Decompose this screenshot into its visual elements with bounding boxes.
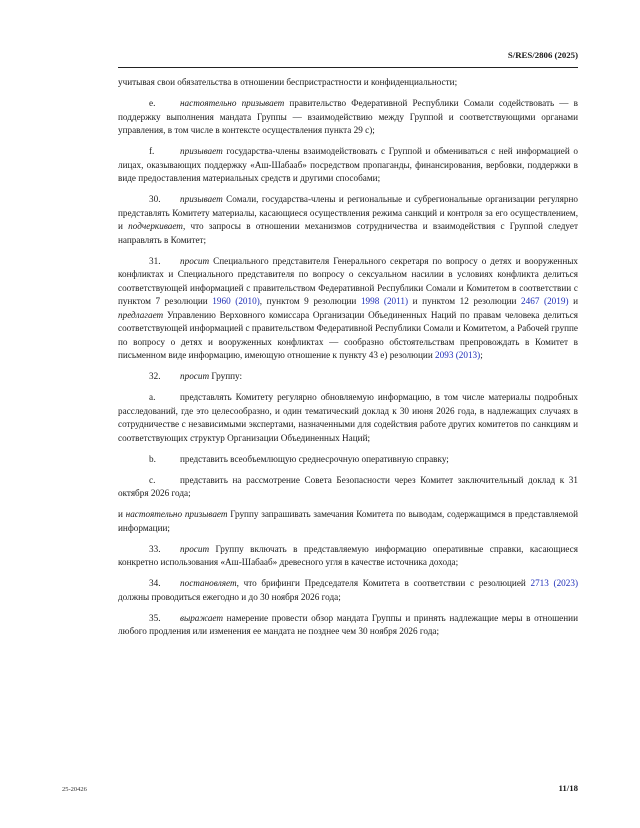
paragraph-32 [118,370,578,384]
paragraph-text: представлять Комитету регулярно обновляемую информацию, в том числе материалы подробных расследований, где это целесообразно, и один тематический доклад к 30 июня 2026 года, в надлежащих случаях в сотрудничестве с независимыми экспертами, назначенными для содействия работе других комитетов по санкциям и соответствующих структур Организации Объединенных Наций; [118,392,578,443]
resolution-link[interactable]: 1998 (2011) [360,296,409,306]
paragraph-35 [118,612,578,639]
operative-verb: призывает [180,194,223,204]
subparagraph-label: f. [149,146,155,156]
paragraph-number: 31. [149,255,161,266]
paragraph-31 [118,255,578,363]
operative-verb: призывает [180,146,223,156]
subparagraph-label: c. [149,474,156,485]
paragraph-34 [118,577,578,604]
paragraph-text: Группу: [209,371,243,381]
paragraph-text: государства-члены взаимодействовать с Группой и обмениваться с ней информацией о лицах, оказывающих поддержку «Аш-Шабааб» посредством пропаганды, финансирования, вербовки, поддержки в виде предоставления материальных средств и другими способами; [118,146,578,183]
resolution-link[interactable]: 2713 (2023) [530,578,578,588]
paragraph-f [118,145,578,186]
paragraph-text: Группу включать в представляемую информацию оперативные справки, касающиеся конкретно использования «Аш-Шабааб» древесного угля в качестве источника дохода; [118,543,578,567]
paragraph-number: 34. [149,578,161,588]
paragraph-30 [118,193,578,247]
operative-verb: подчеркивает [128,221,183,231]
resolution-link[interactable]: 1960 (2010) [212,296,260,306]
paragraph-text: Управлению Верховного комиссара Организации Объединенных Наций по правам человека делиться соответствующей информацией с правительством Федеративной Республики Сомали и Комитетом, а Рабочей группе по вопросу о детях и вооруженных конфликтах — сообразно обстоятельствам препровождать в Комитет в письменном виде информацию, имеющую отношение к пункту 43 e) резолюции [118,309,578,360]
paragraph-e [118,97,578,138]
document-code-footer: 25-20426 [62,786,87,793]
operative-verb: постановляет [180,578,237,588]
operative-verb: просит [180,371,210,381]
paragraph-text: и пунктом 12 резолюции [408,296,522,306]
paragraph-text: Группу запрашивать замечания Комитета по выводам, содержащимся в представляемой информации; [118,509,578,533]
paragraph-continuation: учитывая свои обязательства в отношении беспристрастности и конфиденциальности; [118,77,458,87]
operative-verb: выражает [180,612,224,623]
paragraph-text: Специального представителя Генерального секретаря по вопросу о детях и вооруженных конфликтах и Специального представителя по вопросу о сексуальном насилии в условиях конфликта делиться соответствующей информацией с правительством Федеративной Республики Сомали и Комитетом в соответствии с пунктом 7 резолюции [118,255,578,306]
paragraph-32b [118,453,578,467]
operative-verb: настоятельно призывает [180,98,285,108]
paragraph-text: должны проводиться ежегодно и до 30 ноября 2026 года; [118,591,341,602]
paragraph-text: и [118,509,126,519]
paragraph-number: 32. [149,371,161,381]
document-body [118,76,578,646]
paragraph-text: , пунктом 9 резолюции [259,296,361,306]
document-symbol-header: S/RES/2806 (2025) [507,50,578,60]
paragraph-text: и [568,296,579,306]
paragraph-33 [118,543,578,570]
subparagraph-label: e. [149,98,156,108]
paragraph-text: , что запросы в отношении механизмов сотрудничества и взаимодействия с Группой следует направлять в Комитет; [118,221,579,245]
paragraph-number: 33. [149,543,161,554]
paragraph-text: Сомали, государства-члены и региональные и субрегиональные организации регулярно представлять Комитету материалы, касающиеся осуществления режима санкций и контроля за его осуществлением, и [118,194,578,231]
paragraph-text: правительство Федеративной Республики Сомали содействовать — в поддержку выполнения мандата Группы — взаимодействию между Группой и соответствующими органами управления, в том числе в контексте осуществления пункта 29 c); [118,98,578,135]
operative-verb: настоятельно призывает [125,509,228,519]
subparagraph-label: b. [149,453,156,464]
operative-verb: предлагает [118,309,164,320]
operative-verb: просит [180,255,210,266]
paragraph-text: намерение провести обзор мандата Группы и принять надлежащие меры в отношении любого продления или изменения ее мандата не позднее чем 30 ноября 2026 года; [118,612,578,636]
paragraph-text: ; [480,350,483,360]
paragraph-text: представить на рассмотрение Совета Безопасности через Комитет заключительный доклад к 31 октября 2026 года; [118,474,578,498]
paragraph-text: , что брифинги Председателя Комитета в соответствии с резолюцией [236,578,531,588]
paragraph-and [118,508,578,535]
paragraph-number: 35. [149,612,161,623]
resolution-link[interactable]: 2093 (2013) [435,350,481,360]
operative-verb: просит [180,543,210,554]
header-rule [118,67,578,68]
paragraph-number: 30. [149,194,161,204]
paragraph-32a [118,391,578,445]
paragraph-text: представить всеобъемлющую среднесрочную оперативную справку; [180,453,449,464]
paragraph-32c [118,474,578,501]
subparagraph-label: a. [149,392,156,402]
page-number: 11/18 [558,783,578,793]
resolution-link[interactable]: 2467 (2019) [521,296,569,306]
